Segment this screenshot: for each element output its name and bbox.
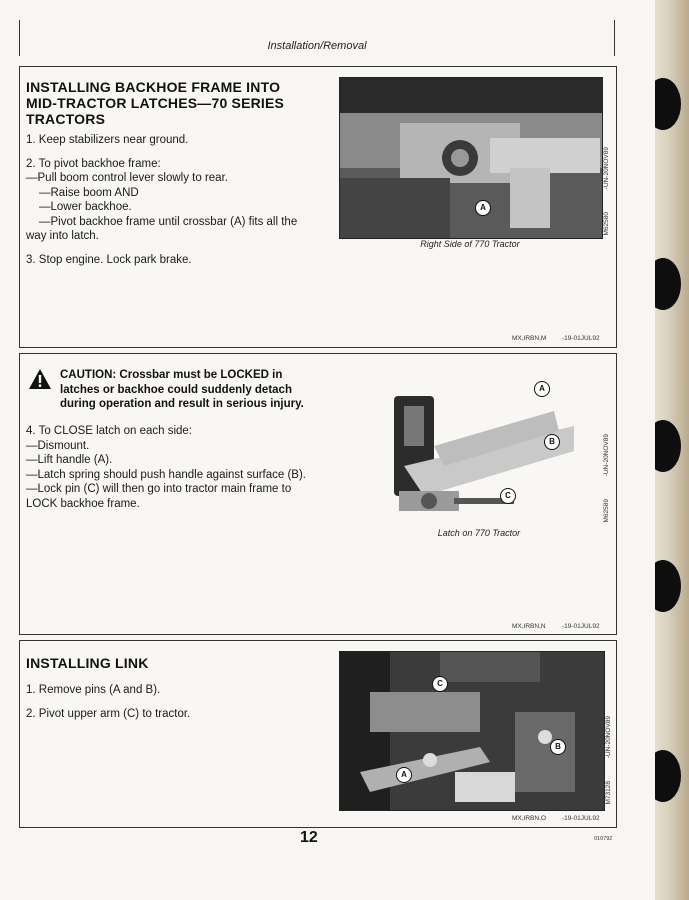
callout-c: C [500,488,516,504]
document-number: 010792 [594,836,613,842]
page-header: Installation/Removal [267,40,367,52]
image-code: M62580 [603,212,610,236]
image-code: -UN-20NOV89 [603,434,610,477]
page-number: 12 [300,829,318,846]
section-steps [26,133,316,267]
callout-b: B [544,434,560,450]
step-text: —Pivot backhoe frame until crossbar (A) fits all the [39,215,298,228]
image-code: -UN-20NOV89 [603,147,610,190]
image-code: M62589 [603,499,610,523]
section-latch [19,353,617,635]
callout-b: B [550,739,566,755]
step-text: —Raise boom AND [39,186,139,199]
step-text: —Lock pin (C) will then go into tractor main frame to [26,483,292,495]
step-text: way into latch. [26,230,99,242]
reference-date: -19-01JUL92 [562,335,600,342]
reference-date: -19-01JUL92 [562,815,600,822]
step-text: —Dismount. [26,439,90,452]
reference-code: MX,IRBN,O [512,815,546,822]
photo-caption: Right Side of 770 Tractor [420,239,520,249]
photo-illustration [340,78,602,238]
step-text: LOCK backhoe frame. [26,497,140,510]
reference-code: MX,IRBN,N [512,623,546,630]
step-text: —Lift handle (A). [26,454,113,466]
reference-date: -19-01JUL92 [562,623,600,630]
title-line: INSTALLING BACKHOE FRAME INTO [26,79,281,95]
step-text: 1. Keep stabilizers near ground. [26,134,189,146]
callout-a: A [396,767,412,783]
photo-tractor-right-side [339,77,603,239]
step-text: —Lower backhoe. [39,201,132,213]
section-backhoe-frame [19,66,617,348]
caution-line: during operation and result in serious injury. [60,398,304,410]
section-steps [26,683,316,721]
callout-a: A [534,381,550,397]
section-installing-link [19,640,617,828]
step-text: —Pull boom control lever slowly to rear. [26,172,228,184]
photo-link [339,651,605,811]
title-line: MID-TRACTOR LATCHES—70 SERIES [26,95,285,111]
step-text: 4. To CLOSE latch on each side: [26,425,192,437]
caution-line: latches or backhoe could suddenly detach [60,383,292,396]
reference-code: MX,IRBN,M [512,335,547,342]
caution-text [60,368,330,412]
step-text: 3. Stop engine. Lock park brake. [26,253,192,266]
step-text: 2. Pivot upper arm (C) to tractor. [26,707,191,720]
section-steps [26,424,326,511]
photo-caption: Latch on 770 Tractor [437,528,521,538]
caution-line: CAUTION: Crossbar must be LOCKED in [60,369,283,381]
step-text: 2. To pivot backhoe frame: [26,157,161,170]
photo-latch [384,376,574,516]
callout-a: A [475,200,491,216]
callout-c: C [432,676,448,692]
title-line: TRACTORS [26,111,106,127]
step-text: 1. Remove pins (A and B). [26,684,161,696]
image-code: -UN-20NOV89 [605,716,612,759]
section-title: INSTALLING LINK [26,655,149,671]
section-title [26,79,316,127]
photo-illustration [340,652,604,810]
image-code: M73128 [605,781,612,805]
binder-edge [649,0,689,900]
step-text: —Latch spring should push handle against surface (B). [26,468,306,481]
warning-triangle-icon [28,368,52,390]
